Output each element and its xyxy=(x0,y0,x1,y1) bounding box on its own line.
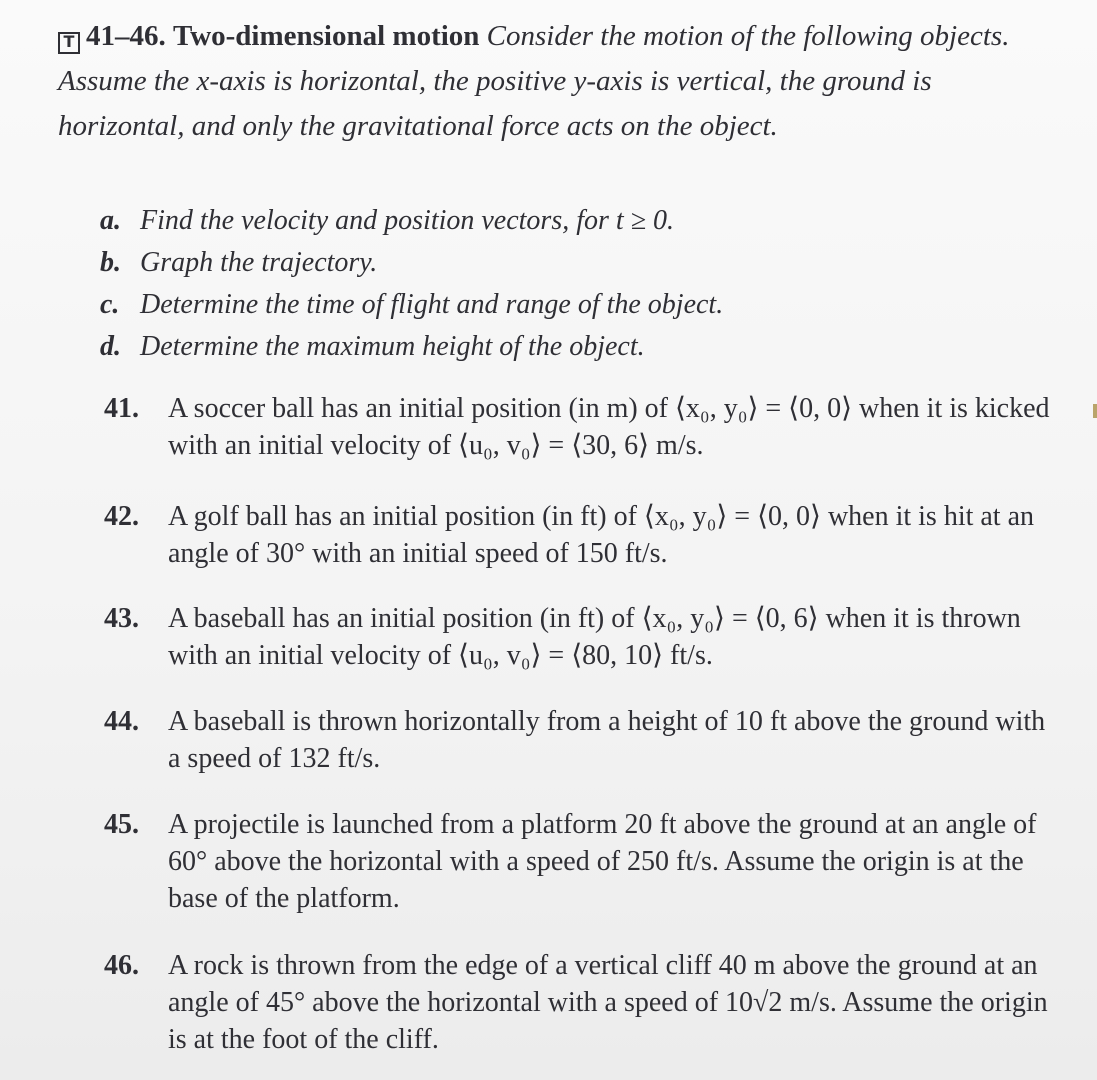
problem-text: A baseball is thrown horizontally from a height of 10 ft above the ground with a speed of 132 ft/s. xyxy=(168,706,1046,774)
task-text: Graph the trajectory. xyxy=(140,247,378,278)
problem-number: 46. xyxy=(104,950,139,981)
exercise-header xyxy=(58,14,1048,149)
task-text: Find the velocity and position vectors, for t ≥ 0. xyxy=(140,205,675,236)
problem-43 xyxy=(104,600,1054,674)
task-letter: b. xyxy=(100,247,121,278)
problem-41 xyxy=(104,390,1054,464)
problem-46 xyxy=(104,947,1054,1058)
exercise-range: 41–46. xyxy=(86,20,166,52)
task-letter: a. xyxy=(100,205,121,236)
task-item xyxy=(100,326,1000,368)
problem-number: 42. xyxy=(104,501,139,532)
problem-number: 43. xyxy=(104,603,139,634)
technology-badge-icon: T xyxy=(58,32,80,54)
task-list xyxy=(100,200,1000,368)
task-letter: d. xyxy=(100,331,121,362)
margin-mark xyxy=(1093,404,1097,418)
problem-44 xyxy=(104,703,1054,777)
exercise-instructions: Consider the motion of the following objects. Assume the x-axis is horizontal, the positive y-axis is vertical, the ground is horizontal, and only the gravitational force acts on the object. xyxy=(58,20,1010,142)
problem-text: A soccer ball has an initial position (in m) of ⟨x₀, y₀⟩ = ⟨0, 0⟩ when it is kicked with an initial velocity of ⟨u₀, v₀⟩ = ⟨30, 6⟩ m/s. xyxy=(168,393,1050,461)
task-item xyxy=(100,284,1000,326)
problem-text: A baseball has an initial position (in ft) of ⟨x₀, y₀⟩ = ⟨0, 6⟩ when it is thrown with an initial velocity of ⟨u₀, v₀⟩ = ⟨80, 10⟩ ft/s. xyxy=(168,603,1021,671)
problem-number: 41. xyxy=(104,393,139,424)
exercise-title: Two-dimensional motion xyxy=(173,20,480,52)
problem-number: 44. xyxy=(104,706,139,737)
problem-text: A rock is thrown from the edge of a vertical cliff 40 m above the ground at an angle of 45° above the horizontal with a speed of 10√2 m/s. Assume the origin is at the foot of the cliff. xyxy=(168,950,1048,1055)
problem-number: 45. xyxy=(104,809,139,840)
task-item xyxy=(100,242,1000,284)
problem-text: A golf ball has an initial position (in ft) of ⟨x₀, y₀⟩ = ⟨0, 0⟩ when it is hit at an angle of 30° with an initial speed of 150 ft/s. xyxy=(168,501,1035,569)
task-item xyxy=(100,200,1000,242)
task-text: Determine the time of flight and range of the object. xyxy=(140,289,724,320)
problem-text: A projectile is launched from a platform 20 ft above the ground at an angle of 60° above the horizontal with a speed of 250 ft/s. Assume the origin is at the base of the platform. xyxy=(168,809,1037,914)
problem-42 xyxy=(104,498,1054,572)
task-letter: c. xyxy=(100,289,120,320)
task-text: Determine the maximum height of the object. xyxy=(140,331,645,362)
problem-45 xyxy=(104,806,1054,917)
